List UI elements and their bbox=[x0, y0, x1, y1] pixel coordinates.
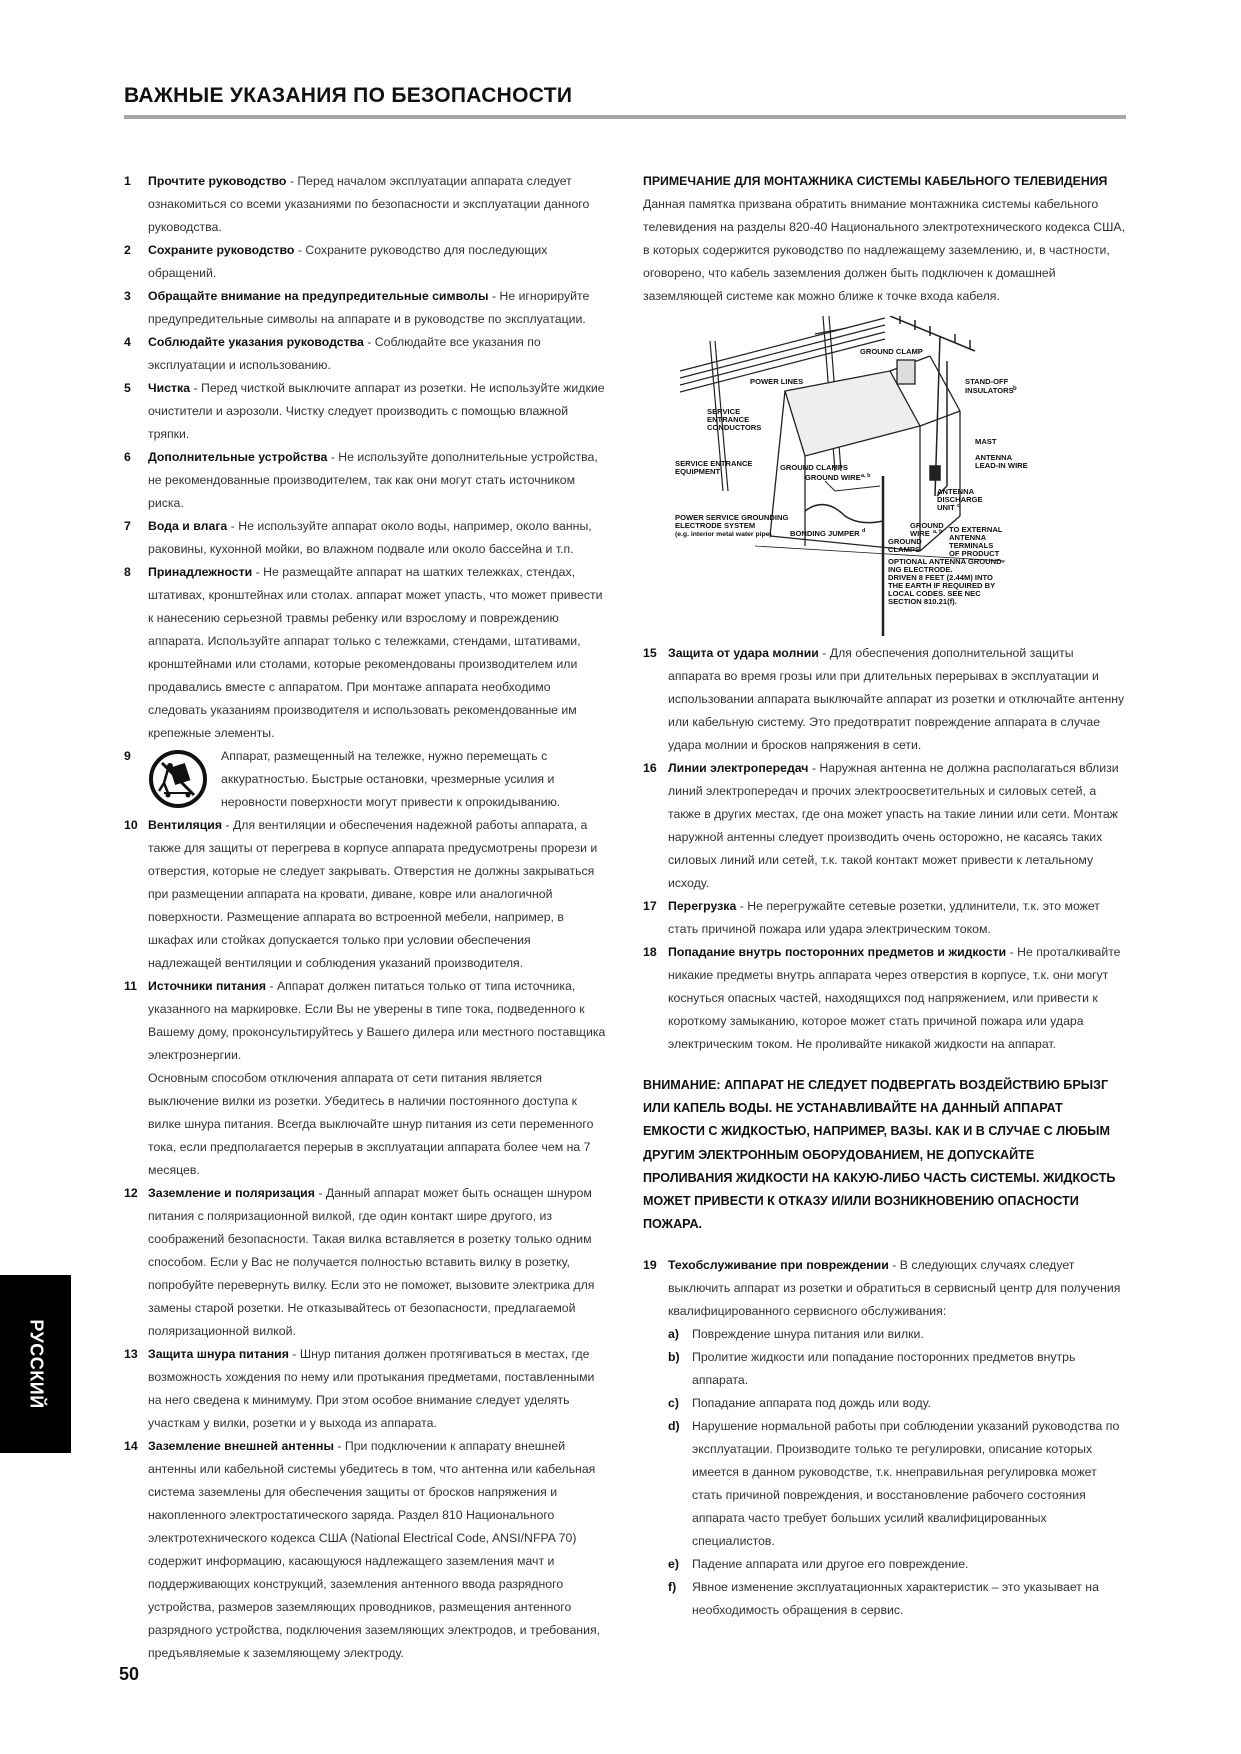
safety-item-17 bbox=[643, 895, 1126, 941]
item-title: Сохраните руководство bbox=[148, 243, 295, 257]
list-letter: a) bbox=[668, 1327, 679, 1342]
list-letter: d) bbox=[668, 1419, 680, 1434]
installer-note-text: Данная памятка призвана обратить внимание монтажника системы кабельного телевидения на разделы 820-40 Национального электротехнического кодекса США, в которых содержится руководство по надлежащему заземлению, и, в частности, оговорено, что кабель заземления должен быть подключен к домашней заземляющей системе как можно ближе к точке входа кабеля. bbox=[643, 197, 1126, 303]
svg-text:d: d bbox=[862, 528, 866, 534]
item-number: 18 bbox=[643, 945, 657, 959]
svg-text:a, b: a, b bbox=[861, 473, 871, 479]
item-text: - Перед началом эксплуатации аппарата следует ознакомиться со всеми указаниями по безопасности и эксплуатации данного руководства. bbox=[148, 174, 590, 234]
svg-text:OPTIONAL ANTENNA GROUND-: OPTIONAL ANTENNA GROUND- bbox=[888, 557, 1005, 566]
item-number: 13 bbox=[124, 1347, 138, 1361]
svg-text:INSULATORS: INSULATORS bbox=[965, 386, 1014, 395]
safety-item-10 bbox=[124, 814, 606, 975]
installer-note-title: ПРИМЕЧАНИЕ ДЛЯ МОНТАЖНИКА СИСТЕМЫ КАБЕЛЬНОГО ТЕЛЕВИДЕНИЯ bbox=[643, 174, 1108, 188]
item-title: Вода и влага bbox=[148, 519, 228, 533]
svg-text:ANTENNA: ANTENNA bbox=[975, 453, 1013, 462]
list-text: Попадание аппарата под дождь или воду. bbox=[692, 1396, 931, 1411]
item-title: Вентиляция bbox=[148, 818, 223, 832]
svg-text:OF PRODUCT: OF PRODUCT bbox=[949, 549, 1000, 558]
item-number: 14 bbox=[124, 1439, 138, 1453]
svg-text:MAST: MAST bbox=[975, 437, 997, 446]
svg-text:DRIVEN 8 FEET (2.44M) INTO: DRIVEN 8 FEET (2.44M) INTO bbox=[888, 573, 993, 582]
svg-text:a, b: a, b bbox=[933, 529, 943, 535]
item-title: Перегрузка bbox=[668, 899, 737, 913]
item-text: - Не перегружайте сетевые розетки, удлинители, т.к. это может стать причиной пожара или удара электрическим током. bbox=[668, 899, 1100, 936]
list-text: Нарушение нормальной работы при соблюдении указаний руководства по эксплуатации. Производите только те регулировки, описание которых имеется в данном руководстве, т.к. ннеправильная регулировка может стать причиной повреждения, и восстановление рабочего состояния аппарата часто требует больших усилий квалифицированных специалистов. bbox=[692, 1419, 1120, 1549]
svg-text:POWER SERVICE GROUNDING: POWER SERVICE GROUNDING bbox=[675, 513, 789, 522]
list-text: Падение аппарата или другое его повреждение. bbox=[692, 1557, 969, 1572]
svg-text:ING ELECTRODE.: ING ELECTRODE. bbox=[888, 565, 953, 574]
item-number: 19 bbox=[643, 1258, 657, 1273]
svg-text:UNIT: UNIT bbox=[937, 503, 955, 512]
safety-item-9 bbox=[124, 745, 606, 814]
list-text: Пролитие жидкости или попадание посторонних предметов внутрь аппарата. bbox=[692, 1350, 1076, 1388]
svg-text:POWER LINES: POWER LINES bbox=[750, 377, 804, 386]
svg-text:b: b bbox=[1013, 386, 1017, 392]
list-letter: e) bbox=[668, 1557, 679, 1572]
item-text: - Для вентиляции и обеспечения надежной работы аппарата, а также для защиты от перегрева в корпусе аппарата предусмотрены прорези и отверстия, которые не следует закрывать. Отверстия не должны закрываться при размещении аппарата на кровати, диване, ковре или аналогичной поверхности. Размещение аппарата во встроенной мебели, например, в шкафах или стойках допускается только при условии обеспечения надлежащей вентиляции и соблюдения указаний производителя. bbox=[148, 818, 598, 970]
item-number: 11 bbox=[124, 979, 137, 993]
safety-item-1 bbox=[124, 170, 606, 239]
svg-text:GROUND CLAMPS: GROUND CLAMPS bbox=[780, 463, 848, 472]
item-title: Соблюдайте указания руководства bbox=[148, 335, 364, 349]
safety-item-4 bbox=[124, 331, 606, 377]
service-conditions-list bbox=[668, 1323, 1126, 1622]
svg-text:GROUND: GROUND bbox=[910, 521, 944, 530]
item-text: Аппарат, размещенный на тележке, нужно перемещать с аккуратностью. Быстрые остановки, чрезмерные усилия и неровности поверхности могут привести к опрокидыванию. bbox=[221, 749, 561, 809]
moisture-warning: ВНИМАНИЕ: АППАРАТ НЕ СЛЕДУЕТ ПОДВЕРГАТЬ ВОЗДЕЙСТВИЮ БРЫЗГ ИЛИ КАПЕЛЬ ВОДЫ. НЕ УСТАНАВЛИВАЙТЕ НА ДАННЫЙ АППАРАТ ЕМКОСТИ С ЖИДКОСТЬЮ, НАПРИМЕР, ВАЗЫ. КАК И В СЛУЧАЕ С ЛЮБЫМ ДРУГИМ ЭЛЕКТРОННЫМ ОБОРУДОВАНИЕМ, НЕ ДОПУСКАЙТЕ ПРОЛИВАНИЯ ЖИДКОСТИ НА КАКУЮ-ЛИБО ЧАСТЬ СИСТЕМЫ. ЖИДКОСТЬ МОЖЕТ ПРИВЕСТИ К ОТКАЗУ И/ИЛИ ВОЗНИКНОВЕНИЮ ОПАСНОСТИ ПОЖАРА. bbox=[643, 1078, 1116, 1232]
cart-tip-warning-icon bbox=[148, 749, 208, 809]
language-side-tab bbox=[0, 1275, 71, 1453]
item-number: 9 bbox=[124, 749, 131, 763]
item-number: 7 bbox=[124, 519, 131, 533]
item-number: 3 bbox=[124, 289, 131, 303]
item-number: 8 bbox=[124, 565, 131, 579]
svg-text:THE EARTH IF REQUIRED BY: THE EARTH IF REQUIRED BY bbox=[888, 581, 996, 590]
safety-item-15 bbox=[643, 642, 1126, 757]
item-text: - Шнур питания должен протягиваться в местах, где возможность хождения по нему или протыкания предметами, поставленными на него сведена к минимуму. При этом особое внимание следует уделять участкам у вилки, розетки и у выхода из аппарата. bbox=[148, 1347, 595, 1430]
svg-text:SECTION 810.21(f).: SECTION 810.21(f). bbox=[888, 597, 957, 606]
item-title: Дополнительные устройства bbox=[148, 450, 328, 464]
item-text: - Не игнорируйте предупредительные символы на аппарате и в руководстве по эксплуатации. bbox=[148, 289, 590, 326]
svg-text:CONDUCTORS: CONDUCTORS bbox=[707, 423, 762, 432]
list-item bbox=[668, 1553, 1126, 1576]
item-number: 1 bbox=[124, 174, 131, 188]
list-item bbox=[668, 1346, 1126, 1392]
list-item bbox=[668, 1323, 1126, 1346]
safety-item-2 bbox=[124, 239, 606, 285]
item-text: - Наружная антенна не должна располагаться вблизи линий электропередач и прочих электроосветительных и силовых сетей, а также в других местах, где она может упасть на такие линии или сети. Монтаж наружной антенны следует производить очень осторожно, не касаясь таких силовых линий или сетей, т.к. такой контакт может привести к летальному исходу. bbox=[668, 761, 1119, 890]
language-label: РУССКИЙ bbox=[26, 1319, 46, 1409]
item-title: Прочтите руководство bbox=[148, 174, 287, 188]
item-text: - Соблюдайте все указания по эксплуатации и использованию. bbox=[148, 335, 541, 372]
page-number: 50 bbox=[119, 1664, 140, 1684]
item-text: - Данный аппарат может быть оснащен шнуром питания с поляризационной вилкой, где один контакт шире другого, из соображений безопасности. Такая вилка вставляется в розетку только одним способом. Если у Вас не получается полностью вставить вилку в розетку, попробуйте перевернуть вилку. Если это не поможет, вызовите электрика для замены старой розетки. Не отказывайтесь от безопасности, предлагаемой поляризационной вилкой. bbox=[148, 1186, 595, 1338]
title-rule bbox=[124, 115, 1126, 119]
svg-text:GROUND CLAMP: GROUND CLAMP bbox=[860, 347, 923, 356]
item-title: Чистка bbox=[148, 381, 191, 395]
item-number: 17 bbox=[643, 899, 657, 913]
svg-text:LOCAL CODES. SEE NEC: LOCAL CODES. SEE NEC bbox=[888, 589, 981, 598]
item-number: 4 bbox=[124, 335, 131, 349]
left-column bbox=[124, 170, 606, 1665]
item-number: 5 bbox=[124, 381, 131, 395]
safety-item-5 bbox=[124, 377, 606, 446]
svg-text:c: c bbox=[957, 503, 961, 509]
safety-item-12 bbox=[124, 1182, 606, 1343]
item-title: Защита шнура питания bbox=[148, 1347, 289, 1361]
safety-item-19 bbox=[643, 1254, 1126, 1622]
list-item bbox=[668, 1576, 1126, 1622]
item-text: - Не размещайте аппарат на шатких тележках, стендах, штативах, кронштейнах или столах. аппарат может упасть, что может привести к нанесению серьезной травмы ребенку или взрослому и повреждению аппарата. Используйте аппарат только с тележками, стендами, штативами, кронштейнами или столами, которые рекомендованы производителем или продавались вместе с аппаратом. При монтаже аппарата необходимо следовать указаниям производителя и использовать рекомендованные им крепежные элементы. bbox=[148, 565, 603, 740]
svg-text:TERMINALS: TERMINALS bbox=[949, 541, 994, 550]
list-item bbox=[668, 1415, 1126, 1553]
item-title: Заземление и поляризация bbox=[148, 1186, 315, 1200]
item-title: Защита от удара молнии bbox=[668, 646, 819, 660]
svg-text:DISCHARGE: DISCHARGE bbox=[937, 495, 983, 504]
svg-text:WIRE: WIRE bbox=[910, 529, 930, 538]
item-number: 2 bbox=[124, 243, 131, 257]
item-number: 12 bbox=[124, 1186, 138, 1200]
item-number: 10 bbox=[124, 818, 138, 832]
svg-text:LEAD-IN WIRE: LEAD-IN WIRE bbox=[975, 461, 1028, 470]
item-title: Обращайте внимание на предупредительные символы bbox=[148, 289, 489, 303]
safety-item-6 bbox=[124, 446, 606, 515]
svg-text:CLAMPS: CLAMPS bbox=[888, 545, 921, 554]
safety-item-11 bbox=[124, 975, 606, 1182]
item-text: - Аппарат должен питаться только от типа источника, указанного на маркировке. Если Вы не уверены в типе тока, подведенного к Вашему дому, проконсультируйтесь у Вашего дилера или местного поставщика электроэнергии. bbox=[148, 979, 606, 1062]
item-title: Попадание внутрь посторонних предметов и жидкости bbox=[668, 945, 1007, 959]
safety-item-7 bbox=[124, 515, 606, 561]
svg-text:SERVICE: SERVICE bbox=[707, 407, 741, 416]
svg-text:GROUND: GROUND bbox=[888, 537, 922, 546]
svg-text:ELECTRODE SYSTEM: ELECTRODE SYSTEM bbox=[675, 521, 756, 530]
list-letter: c) bbox=[668, 1396, 679, 1411]
list-text: Повреждение шнура питания или вилки. bbox=[692, 1327, 924, 1342]
item-text: - Не используйте дополнительные устройства, не рекомендованные производителем, так как они могут стать источником риска. bbox=[148, 450, 598, 510]
list-letter: b) bbox=[668, 1350, 680, 1365]
item-text: - При подключении к аппарату внешней антенны или кабельной системы убедитесь в том, что антенна или кабельная система заземлены для обеспечения защиты от бросков напряжения и накопленного электростатического заряда. Раздел 810 Национального электротехнического кодекса США (National Electrical Code, ANSI/NFPA 70) содержит информацию, касающуюся надлежащего заземления мачт и поддерживающих конструкций, заземления антенного ввода разрядного устройства, размеров заземляющих проводников, размещения антенного разрядного устройства, подключения заземляющих электродов, и требования, предъявляемые к заземляющему электроду. bbox=[148, 1439, 601, 1660]
svg-text:BONDING JUMPER: BONDING JUMPER bbox=[790, 529, 860, 538]
list-letter: f) bbox=[668, 1580, 677, 1595]
safety-item-8 bbox=[124, 561, 606, 745]
svg-text:(e.g. interior metal water pip: (e.g. interior metal water pipe) bbox=[675, 531, 772, 538]
item-text: - Не используйте аппарат около воды, например, около ванны, раковины, кухонной мойки, во влажном подвале или около бассейна и т.п. bbox=[148, 519, 592, 556]
item-number: 15 bbox=[643, 646, 657, 660]
svg-text:ANTENNA: ANTENNA bbox=[949, 533, 987, 542]
item-number: 6 bbox=[124, 450, 131, 464]
svg-text:ANTENNA: ANTENNA bbox=[937, 487, 975, 496]
page-title: ВАЖНЫЕ УКАЗАНИЯ ПО БЕЗОПАСНОСТИ bbox=[124, 84, 573, 107]
svg-text:TO EXTERNAL: TO EXTERNAL bbox=[949, 525, 1003, 534]
list-item bbox=[668, 1392, 1126, 1415]
item-text: - В следующих случаях следует выключить аппарат из розетки и обратиться в сервисный центр для получения квалифицированного сервисного обслуживания: bbox=[668, 1258, 1121, 1319]
item-title: Источники питания bbox=[148, 979, 267, 993]
list-text: Явное изменение эксплуатационных характеристик – это указывает на необходимость обращения в сервис. bbox=[692, 1580, 1099, 1618]
svg-text:ENTRANCE: ENTRANCE bbox=[707, 415, 750, 424]
item-text: - Не проталкивайте никакие предметы внутрь аппарата через отверстия в корпусе, т.к. они могут коснуться опасных частей, находящихся под напряжением, или привести к короткому замыканию, которое может стать причиной пожара или удара электрическим током. Не проливайте никакой жидкости на аппарат. bbox=[668, 945, 1121, 1051]
svg-text:SERVICE ENTRANCE: SERVICE ENTRANCE bbox=[675, 459, 753, 468]
item-number: 16 bbox=[643, 761, 657, 775]
item-text: - Сохраните руководство для последующих обращений. bbox=[148, 243, 548, 280]
safety-item-3 bbox=[124, 285, 606, 331]
safety-item-14 bbox=[124, 1435, 606, 1665]
safety-item-18 bbox=[643, 941, 1126, 1056]
item-title: Линии электропередач bbox=[668, 761, 809, 775]
item-title: Заземление внешней антенны bbox=[148, 1439, 334, 1453]
item-title: Техобслуживание при повреждении bbox=[668, 1258, 889, 1273]
antenna-grounding-diagram bbox=[675, 316, 1075, 636]
safety-item-16 bbox=[643, 757, 1126, 895]
item-text: - Перед чисткой выключите аппарат из розетки. Не используйте жидкие очистители и аэрозоли. Чистку следует производить с помощью влажной тряпки. bbox=[148, 381, 605, 441]
item-extra-text: Основным способом отключения аппарата от сети питания является выключение вилки из розетки. Убедитесь в наличии постоянного доступа к вилке шнура питания. Всегда выключайте шнур питания из сети переменного тока, если предполагается перерыв в эксплуатации аппарата более чем на 7 месяцев. bbox=[148, 1071, 594, 1177]
svg-text:EQUIPMENT: EQUIPMENT bbox=[675, 467, 721, 476]
item-title: Принадлежности bbox=[148, 565, 253, 579]
svg-text:STAND-OFF: STAND-OFF bbox=[965, 377, 1009, 386]
item-text: - Для обеспечения дополнительной защиты аппарата во время грозы или при длительных перерывах в эксплуатации и использовании аппарата выключайте аппарат из розетки и отключайте антенну или кабельную систему. Это предотвратит повреждение аппарата в случае удара молнии и бросков напряжения в сети. bbox=[668, 646, 1125, 752]
right-column bbox=[643, 170, 1126, 1622]
safety-item-13 bbox=[124, 1343, 606, 1435]
svg-text:GROUND WIRE: GROUND WIRE bbox=[805, 473, 861, 482]
